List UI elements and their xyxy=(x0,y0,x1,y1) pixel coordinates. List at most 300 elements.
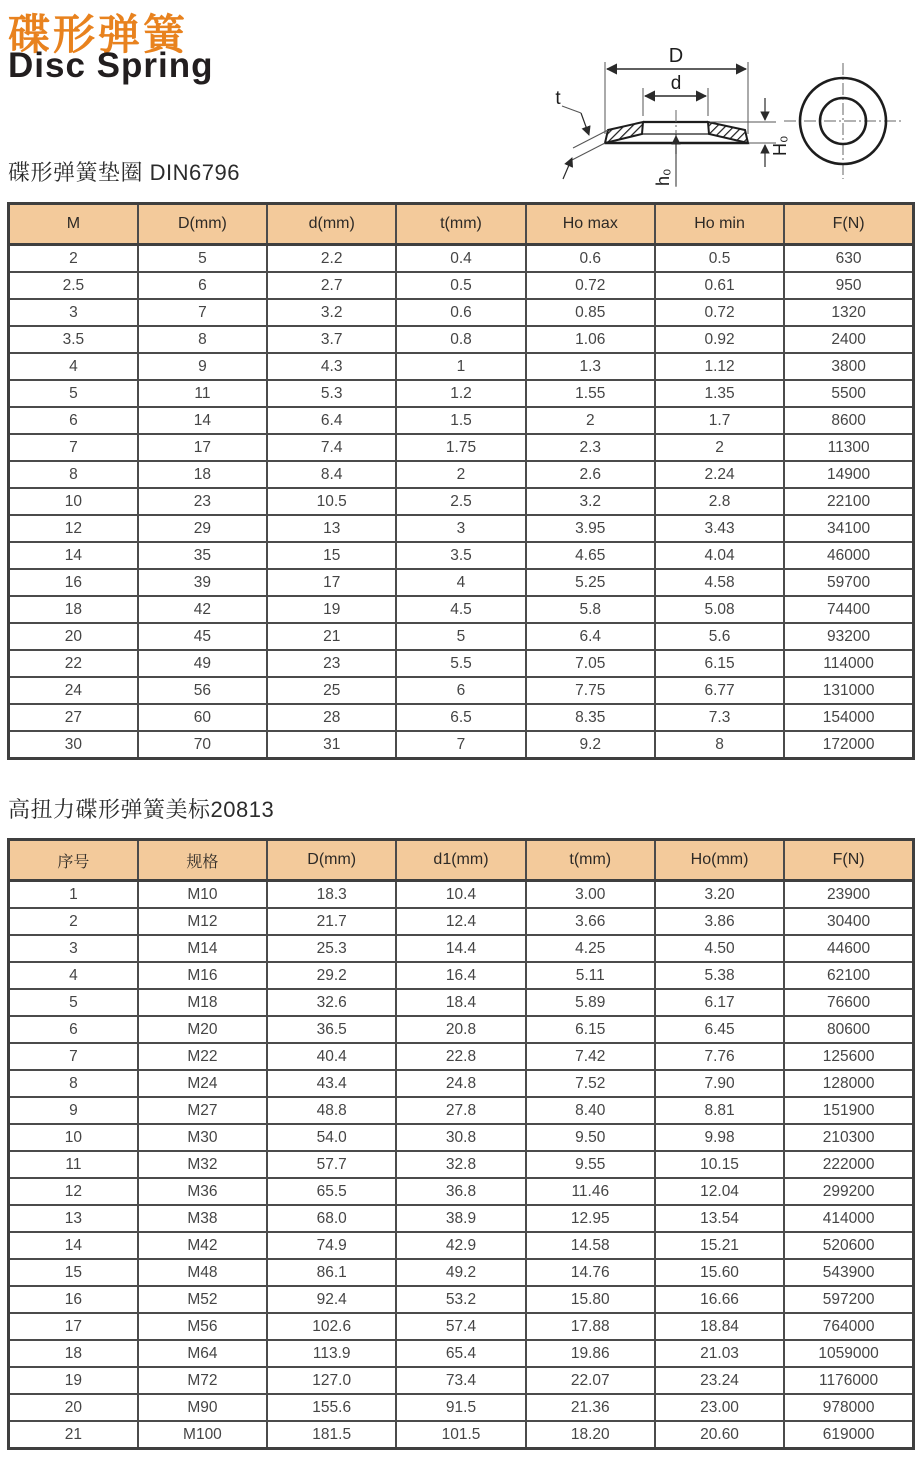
table-cell: 9.55 xyxy=(526,1151,655,1178)
table-cell: 13 xyxy=(9,1205,138,1232)
table-cell: 4.25 xyxy=(526,935,655,962)
table-cell: 128000 xyxy=(784,1070,913,1097)
table-cell: 7 xyxy=(9,434,138,461)
table-cell: 1059000 xyxy=(784,1340,913,1367)
table-cell: 57.4 xyxy=(396,1313,525,1340)
table-row xyxy=(9,326,914,353)
table-cell: M42 xyxy=(138,1232,267,1259)
table-cell: 19.86 xyxy=(526,1340,655,1367)
table-cell: 18.4 xyxy=(396,989,525,1016)
table-cell: 597200 xyxy=(784,1286,913,1313)
column-header: D(mm) xyxy=(138,204,267,245)
table-cell: 39 xyxy=(138,569,267,596)
table-cell: 9.98 xyxy=(655,1124,784,1151)
table-cell: M56 xyxy=(138,1313,267,1340)
table-row xyxy=(9,245,914,273)
table-cell: 92.4 xyxy=(267,1286,396,1313)
table-cell: M14 xyxy=(138,935,267,962)
page-title-english: Disc Spring xyxy=(8,46,214,85)
table-cell: 113.9 xyxy=(267,1340,396,1367)
table-cell: 520600 xyxy=(784,1232,913,1259)
column-header: d(mm) xyxy=(267,204,396,245)
table-cell: 14.4 xyxy=(396,935,525,962)
table-cell: 32.8 xyxy=(396,1151,525,1178)
table-cell: 53.2 xyxy=(396,1286,525,1313)
table-cell: 155.6 xyxy=(267,1394,396,1421)
table-cell: 22.07 xyxy=(526,1367,655,1394)
table-cell: 21.03 xyxy=(655,1340,784,1367)
table-cell: 6.15 xyxy=(526,1016,655,1043)
table-cell: 7 xyxy=(396,731,525,759)
table-cell: 18.20 xyxy=(526,1421,655,1449)
table-cell: 7.05 xyxy=(526,650,655,677)
table-cell: 16 xyxy=(9,1286,138,1313)
table-cell: 6 xyxy=(396,677,525,704)
table-row xyxy=(9,1016,914,1043)
table-cell: 3.2 xyxy=(267,299,396,326)
table-cell: M24 xyxy=(138,1070,267,1097)
table-cell: M32 xyxy=(138,1151,267,1178)
table-cell: 7.52 xyxy=(526,1070,655,1097)
table-cell: 14900 xyxy=(784,461,913,488)
table-cell: 11.46 xyxy=(526,1178,655,1205)
table-cell: 1.06 xyxy=(526,326,655,353)
column-header: 规格 xyxy=(138,840,267,881)
table-cell: 6 xyxy=(138,272,267,299)
table-cell: 30 xyxy=(9,731,138,759)
column-header: Ho(mm) xyxy=(655,840,784,881)
table-cell: 172000 xyxy=(784,731,913,759)
table-cell: 7.4 xyxy=(267,434,396,461)
table-row xyxy=(9,881,914,909)
table-row xyxy=(9,1259,914,1286)
table-row xyxy=(9,569,914,596)
table-cell: M30 xyxy=(138,1124,267,1151)
table-cell: 14 xyxy=(138,407,267,434)
table-cell: 4 xyxy=(9,353,138,380)
table-cell: 0.85 xyxy=(526,299,655,326)
table-cell: 2 xyxy=(9,245,138,273)
table-cell: 764000 xyxy=(784,1313,913,1340)
table-cell: 1176000 xyxy=(784,1367,913,1394)
table-row xyxy=(9,515,914,542)
table-row xyxy=(9,677,914,704)
table-cell: 2.3 xyxy=(526,434,655,461)
table-cell: 49 xyxy=(138,650,267,677)
table-cell: 0.72 xyxy=(526,272,655,299)
table-cell: 1.7 xyxy=(655,407,784,434)
table-cell: 4.3 xyxy=(267,353,396,380)
table-cell: 9 xyxy=(9,1097,138,1124)
table-cell: 65.5 xyxy=(267,1178,396,1205)
section2-heading: 高扭力碟形弹簧美标20813 xyxy=(8,797,275,822)
table-cell: 4.50 xyxy=(655,935,784,962)
table-cell: 21.7 xyxy=(267,908,396,935)
table-cell: 2 xyxy=(526,407,655,434)
table-cell: 4.65 xyxy=(526,542,655,569)
table-cell: 1 xyxy=(396,353,525,380)
table-row xyxy=(9,1151,914,1178)
table-cell: 101.5 xyxy=(396,1421,525,1449)
column-header: D(mm) xyxy=(267,840,396,881)
table-row xyxy=(9,299,914,326)
table-cell: 1.35 xyxy=(655,380,784,407)
table-cell: 2 xyxy=(396,461,525,488)
table-cell: 21.36 xyxy=(526,1394,655,1421)
column-header: 序号 xyxy=(9,840,138,881)
table-cell: 68.0 xyxy=(267,1205,396,1232)
table-cell: 102.6 xyxy=(267,1313,396,1340)
table-cell: 36.8 xyxy=(396,1178,525,1205)
dim-label-t: t xyxy=(555,88,561,109)
table-cell: 3.2 xyxy=(526,488,655,515)
table-cell: 2 xyxy=(655,434,784,461)
table-row xyxy=(9,1124,914,1151)
table-row xyxy=(9,353,914,380)
table-cell: 10.4 xyxy=(396,881,525,909)
table-row xyxy=(9,1097,914,1124)
table-cell: 0.72 xyxy=(655,299,784,326)
table-cell: 1.5 xyxy=(396,407,525,434)
column-header: t(mm) xyxy=(396,204,525,245)
table-cell: 7.75 xyxy=(526,677,655,704)
table-cell: 1 xyxy=(9,881,138,909)
table-row xyxy=(9,704,914,731)
table-cell: 222000 xyxy=(784,1151,913,1178)
table-cell: 16.4 xyxy=(396,962,525,989)
table-cell: 12 xyxy=(9,1178,138,1205)
table-cell: 14 xyxy=(9,542,138,569)
table-cell: 17.88 xyxy=(526,1313,655,1340)
table-cell: M48 xyxy=(138,1259,267,1286)
din6796-spec-table xyxy=(7,202,915,760)
table-row xyxy=(9,1178,914,1205)
table-cell: 125600 xyxy=(784,1043,913,1070)
table-cell: 20.8 xyxy=(396,1016,525,1043)
table-cell: 0.6 xyxy=(396,299,525,326)
table-cell: 414000 xyxy=(784,1205,913,1232)
table-cell: 299200 xyxy=(784,1178,913,1205)
table-cell: 18 xyxy=(9,596,138,623)
table-row xyxy=(9,1421,914,1449)
table2-header xyxy=(9,840,914,881)
table-cell: 5 xyxy=(138,245,267,273)
table-cell: 8 xyxy=(9,461,138,488)
table-cell: 6 xyxy=(9,1016,138,1043)
table-cell: 181.5 xyxy=(267,1421,396,1449)
dim-label-d: d xyxy=(670,73,682,94)
table-cell: 7.42 xyxy=(526,1043,655,1070)
table-cell: 23900 xyxy=(784,881,913,909)
dimension-d xyxy=(643,73,708,116)
table-cell: 5.08 xyxy=(655,596,784,623)
table-cell: 1.75 xyxy=(396,434,525,461)
table-cell: 62100 xyxy=(784,962,913,989)
table-row xyxy=(9,650,914,677)
table-cell: 2.6 xyxy=(526,461,655,488)
table-cell: 80600 xyxy=(784,1016,913,1043)
table-cell: 5 xyxy=(396,623,525,650)
table-cell: 8.35 xyxy=(526,704,655,731)
table-cell: 23 xyxy=(267,650,396,677)
table-cell: 40.4 xyxy=(267,1043,396,1070)
table-cell: 22.8 xyxy=(396,1043,525,1070)
table-cell: 3 xyxy=(9,935,138,962)
table-cell: 23.00 xyxy=(655,1394,784,1421)
table-cell: 74400 xyxy=(784,596,913,623)
column-header: d1(mm) xyxy=(396,840,525,881)
table-cell: M16 xyxy=(138,962,267,989)
table-cell: 31 xyxy=(267,731,396,759)
table-cell: 43.4 xyxy=(267,1070,396,1097)
table-cell: 11300 xyxy=(784,434,913,461)
table-cell: 9.2 xyxy=(526,731,655,759)
table-cell: M100 xyxy=(138,1421,267,1449)
table-cell: 20 xyxy=(9,1394,138,1421)
table-cell: 12.4 xyxy=(396,908,525,935)
table-cell: 0.8 xyxy=(396,326,525,353)
table-cell: 24 xyxy=(9,677,138,704)
table-cell: 93200 xyxy=(784,623,913,650)
table-cell: 15 xyxy=(9,1259,138,1286)
table-cell: 8 xyxy=(9,1070,138,1097)
table-cell: 15.80 xyxy=(526,1286,655,1313)
table-cell: 21 xyxy=(9,1421,138,1449)
table-cell: 2400 xyxy=(784,326,913,353)
table2-body xyxy=(9,881,914,1449)
table-cell: 210300 xyxy=(784,1124,913,1151)
table-row xyxy=(9,935,914,962)
table-cell: 20 xyxy=(9,623,138,650)
table-cell: 0.6 xyxy=(526,245,655,273)
table-cell: 10.5 xyxy=(267,488,396,515)
table-cell: 3.00 xyxy=(526,881,655,909)
table-cell: 3 xyxy=(9,299,138,326)
table-cell: 5.6 xyxy=(655,623,784,650)
table-cell: 6.5 xyxy=(396,704,525,731)
table-row xyxy=(9,272,914,299)
table-cell: 19 xyxy=(267,596,396,623)
table-row xyxy=(9,1367,914,1394)
table-cell: M27 xyxy=(138,1097,267,1124)
table-row xyxy=(9,380,914,407)
table-cell: 15.60 xyxy=(655,1259,784,1286)
table-cell: 1.2 xyxy=(396,380,525,407)
table-cell: 0.4 xyxy=(396,245,525,273)
table-cell: 12.95 xyxy=(526,1205,655,1232)
table-cell: 5.89 xyxy=(526,989,655,1016)
table-cell: M20 xyxy=(138,1016,267,1043)
table-row xyxy=(9,908,914,935)
table-cell: 18.3 xyxy=(267,881,396,909)
table-cell: 13 xyxy=(267,515,396,542)
table-cell: 23.24 xyxy=(655,1367,784,1394)
table-cell: 5.8 xyxy=(526,596,655,623)
table-cell: 30400 xyxy=(784,908,913,935)
table-cell: 11 xyxy=(9,1151,138,1178)
table-cell: 1.55 xyxy=(526,380,655,407)
table-cell: 5500 xyxy=(784,380,913,407)
column-header: t(mm) xyxy=(526,840,655,881)
table-cell: 17 xyxy=(267,569,396,596)
table-cell: 19 xyxy=(9,1367,138,1394)
table-row xyxy=(9,1313,914,1340)
table-cell: 5.3 xyxy=(267,380,396,407)
dim-label-D: D xyxy=(668,45,684,67)
table-cell: 7.90 xyxy=(655,1070,784,1097)
table-row xyxy=(9,731,914,759)
table-cell: 28 xyxy=(267,704,396,731)
table-cell: 8.4 xyxy=(267,461,396,488)
table-cell: 9.50 xyxy=(526,1124,655,1151)
table1-body xyxy=(9,245,914,759)
table-cell: 16.66 xyxy=(655,1286,784,1313)
table-cell: 8.81 xyxy=(655,1097,784,1124)
table-cell: 13.54 xyxy=(655,1205,784,1232)
table-row xyxy=(9,1340,914,1367)
table-cell: 15.21 xyxy=(655,1232,784,1259)
table-cell: 0.5 xyxy=(396,272,525,299)
table-cell: 151900 xyxy=(784,1097,913,1124)
table-cell: 3.5 xyxy=(9,326,138,353)
table-cell: 1.3 xyxy=(526,353,655,380)
table-cell: 18.84 xyxy=(655,1313,784,1340)
dimension-t xyxy=(555,88,608,179)
table-cell: 5 xyxy=(9,989,138,1016)
table-cell: 22 xyxy=(9,650,138,677)
table-cell: 54.0 xyxy=(267,1124,396,1151)
table-row xyxy=(9,1286,914,1313)
table-cell: 154000 xyxy=(784,704,913,731)
table-cell: 11 xyxy=(138,380,267,407)
table-cell: 44600 xyxy=(784,935,913,962)
table-row xyxy=(9,989,914,1016)
table-cell: 7.3 xyxy=(655,704,784,731)
table1-header xyxy=(9,204,914,245)
table-cell: M36 xyxy=(138,1178,267,1205)
table-cell: 7 xyxy=(138,299,267,326)
table-cell: 2.2 xyxy=(267,245,396,273)
table-cell: 127.0 xyxy=(267,1367,396,1394)
table-row xyxy=(9,1394,914,1421)
table-cell: 91.5 xyxy=(396,1394,525,1421)
table-cell: 6.4 xyxy=(267,407,396,434)
table-row xyxy=(9,461,914,488)
table-cell: 27 xyxy=(9,704,138,731)
table-cell: M64 xyxy=(138,1340,267,1367)
table-cell: 8.40 xyxy=(526,1097,655,1124)
table-cell: 23 xyxy=(138,488,267,515)
table-cell: 6.17 xyxy=(655,989,784,1016)
table-row xyxy=(9,488,914,515)
table-cell: 10 xyxy=(9,488,138,515)
table-cell: 74.9 xyxy=(267,1232,396,1259)
table-cell: 12 xyxy=(9,515,138,542)
table-cell: 6.15 xyxy=(655,650,784,677)
table-cell: 27.8 xyxy=(396,1097,525,1124)
table-cell: 29.2 xyxy=(267,962,396,989)
table-cell: 3.95 xyxy=(526,515,655,542)
table-header-row xyxy=(9,204,914,245)
table-row xyxy=(9,407,914,434)
table-cell: 630 xyxy=(784,245,913,273)
table-cell: 12.04 xyxy=(655,1178,784,1205)
table-row xyxy=(9,1070,914,1097)
column-header: M xyxy=(9,204,138,245)
table-cell: 3.5 xyxy=(396,542,525,569)
table-cell: 42.9 xyxy=(396,1232,525,1259)
table-cell: 34100 xyxy=(784,515,913,542)
table-cell: 38.9 xyxy=(396,1205,525,1232)
dim-label-h0: h₀ xyxy=(653,168,673,186)
table-cell: 18 xyxy=(138,461,267,488)
table-cell: 2.24 xyxy=(655,461,784,488)
table-cell: M10 xyxy=(138,881,267,909)
table-cell: 6.77 xyxy=(655,677,784,704)
table-cell: 17 xyxy=(138,434,267,461)
table-cell: 2.8 xyxy=(655,488,784,515)
table-cell: 3.7 xyxy=(267,326,396,353)
table-cell: 114000 xyxy=(784,650,913,677)
table-cell: 6 xyxy=(9,407,138,434)
ansi20813-spec-table xyxy=(7,838,915,1450)
table-row xyxy=(9,1232,914,1259)
table-cell: 9 xyxy=(138,353,267,380)
table-row xyxy=(9,542,914,569)
column-header: F(N) xyxy=(784,840,913,881)
table-cell: 131000 xyxy=(784,677,913,704)
table-cell: M18 xyxy=(138,989,267,1016)
table-cell: 1320 xyxy=(784,299,913,326)
table-cell: 25.3 xyxy=(267,935,396,962)
table-cell: 3.43 xyxy=(655,515,784,542)
table-cell: 25 xyxy=(267,677,396,704)
table-cell: 86.1 xyxy=(267,1259,396,1286)
table-cell: 59700 xyxy=(784,569,913,596)
table-cell: M52 xyxy=(138,1286,267,1313)
table-cell: 16 xyxy=(9,569,138,596)
disc-spring-diagram xyxy=(518,36,922,200)
table-cell: 7 xyxy=(9,1043,138,1070)
table-cell: 70 xyxy=(138,731,267,759)
table-cell: 22100 xyxy=(784,488,913,515)
table-cell: 18 xyxy=(9,1340,138,1367)
section1-heading: 碟形弹簧垫圈 DIN6796 xyxy=(8,160,240,185)
table-cell: 20.60 xyxy=(655,1421,784,1449)
table-cell: 10 xyxy=(9,1124,138,1151)
table-cell: 0.5 xyxy=(655,245,784,273)
table-cell: 49.2 xyxy=(396,1259,525,1286)
table-cell: 21 xyxy=(267,623,396,650)
table-cell: 4.5 xyxy=(396,596,525,623)
table-cell: 42 xyxy=(138,596,267,623)
table-cell: 8 xyxy=(655,731,784,759)
table-cell: 5.11 xyxy=(526,962,655,989)
table-cell: M38 xyxy=(138,1205,267,1232)
table-cell: 36.5 xyxy=(267,1016,396,1043)
table-cell: 3.86 xyxy=(655,908,784,935)
table-cell: 4 xyxy=(396,569,525,596)
table-row xyxy=(9,962,914,989)
table-cell: 5.5 xyxy=(396,650,525,677)
table-cell: 48.8 xyxy=(267,1097,396,1124)
table-cell: 57.7 xyxy=(267,1151,396,1178)
table-cell: 5.25 xyxy=(526,569,655,596)
table-row xyxy=(9,434,914,461)
table-cell: M90 xyxy=(138,1394,267,1421)
table-cell: 8600 xyxy=(784,407,913,434)
table-cell: 17 xyxy=(9,1313,138,1340)
